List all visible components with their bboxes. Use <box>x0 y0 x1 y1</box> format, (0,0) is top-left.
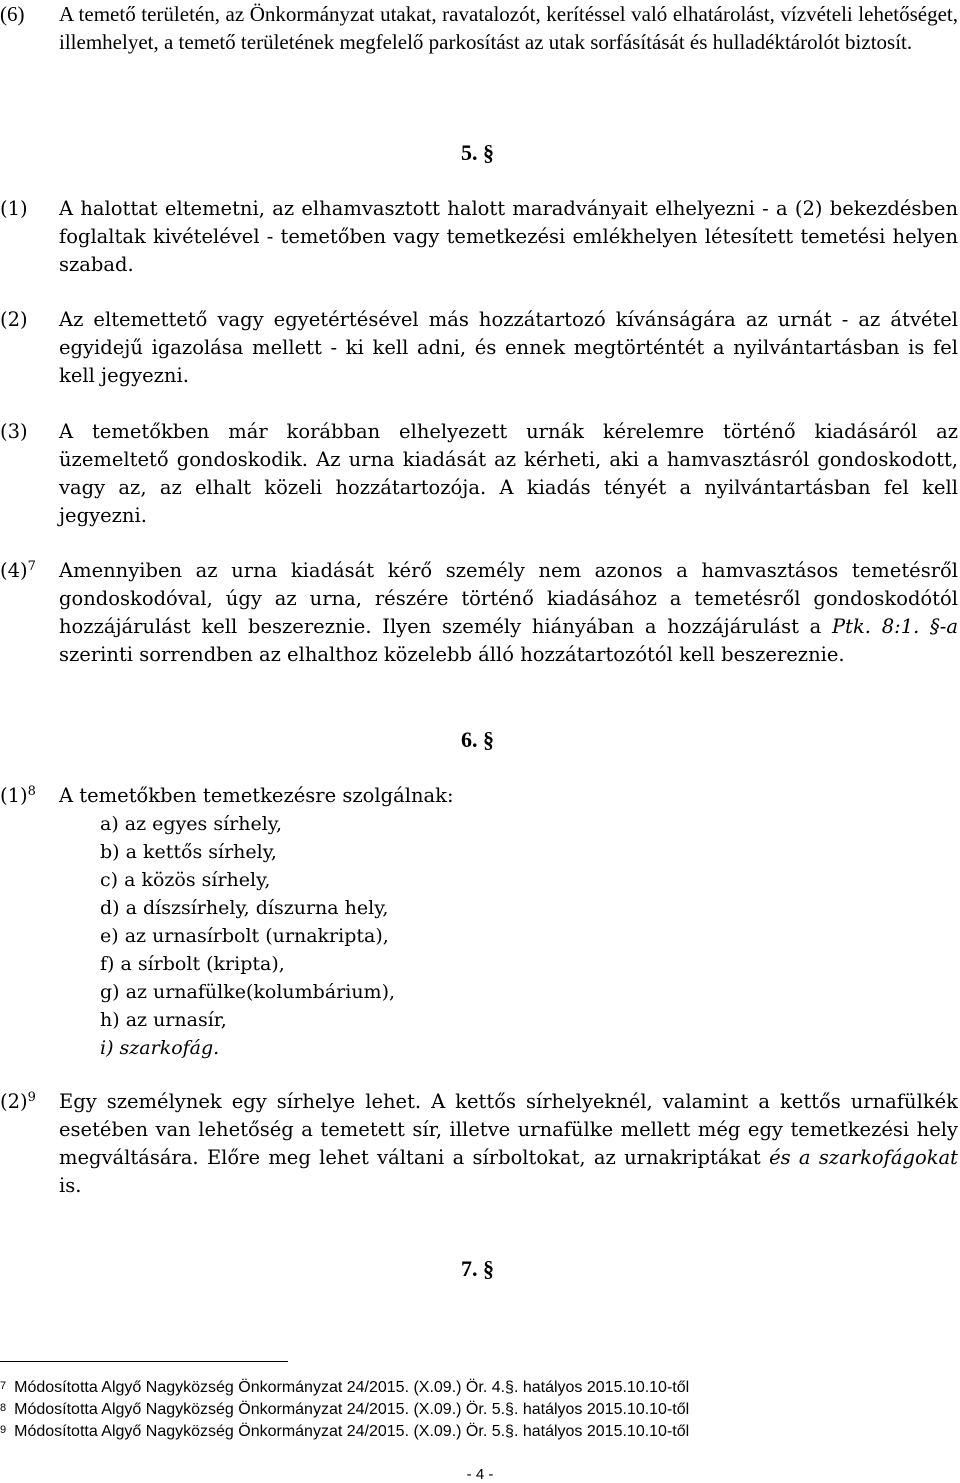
list-item: b) a kettős sírhely, <box>100 841 277 863</box>
list-item: h) az urnasír, <box>100 1009 227 1031</box>
burial-place-list <box>100 810 395 1062</box>
list-item: c) a közös sírhely, <box>100 869 271 891</box>
section-heading-5: 5. § <box>461 140 494 165</box>
list-item: g) az urnafülke(kolumbárium), <box>100 981 396 1003</box>
section-heading-6: 6. § <box>461 727 494 752</box>
list-item: e) az urnasírbolt (urnakripta), <box>100 925 389 947</box>
list-item: a) az egyes sírhely, <box>100 813 283 835</box>
list-item: f) a sírbolt (kripta), <box>100 953 285 975</box>
footnote-separator <box>0 1361 288 1362</box>
footnote-ref: 9 <box>27 1090 36 1105</box>
footnote-ref: 7 <box>27 559 36 574</box>
paragraph-number: $(4)^7$ <box>0 559 36 582</box>
section-6-paragraph-2 <box>0 1088 958 1200</box>
section-heading-7: 7. § <box>461 1256 494 1281</box>
section-5-paragraph-2 <box>0 306 958 390</box>
section-5-paragraph-4 <box>0 557 958 669</box>
footnote: $^8$ Módosította Algyő Nagyközség Önkormányzat 24/2015. (X.09.) Ör. 5.§. hatályos 2015.10.10-től <box>0 1401 690 1418</box>
page-number: - 4 - <box>466 1466 494 1483</box>
list-item: d) a díszsírhely, díszurna hely, <box>100 897 389 919</box>
paragraph-text: Az eltemettető vagy egyetértésével más hozzátartozó kívánságára az urnát - az átvétel egyidejű igazolása mellett - ki kell adni, és ennek megtörténtét a nyilvántartásban is fel kell jegyezni. <box>59 308 958 387</box>
list-item: i) szarkofág. <box>100 1037 220 1059</box>
paragraph-6 <box>0 0 958 56</box>
law-reference: Ptk. 8:1. §-a <box>832 615 958 638</box>
paragraph-number: (2) <box>0 308 28 331</box>
paragraph-text: A temetőkben már korábban elhelyezett urnák kérelemre történő kiadásáról az üzemeltető gondoskodik. Az urna kiadását az kérheti, aki a hamvasztásról gondoskodott, vagy az, az elhalt közeli hozzátartozója. A kiadás tényét a nyilvántartásban fel kell jegyezni. <box>59 420 958 527</box>
paragraph-text: Amennyiben az urna kiadását kérő személy nem azonos a hamvasztásos temetésről gondoskodóval, úgy az urna, részére történő kiadásához a temetésről gondoskodótól hozzájárulást kell beszereznie. Ilyen személy hiányában a hozzájárulást a Ptk. 8:1. §-a szerinti sorrendben az elhalthoz közelebb álló hozzátartozótól kell beszereznie. <box>59 559 958 666</box>
paragraph-number: (6) <box>0 2 25 26</box>
paragraph-number: $(2)^9$ <box>0 1090 36 1113</box>
footnote: $^9$ Módosította Algyő Nagyközség Önkormányzat 24/2015. (X.09.) Ör. 5.§. hatályos 2015.10.10-től <box>0 1423 690 1440</box>
paragraph-text: A halottat eltemetni, az elhamvasztott halott maradványait elhelyezni - a (2) bekezdésben foglaltak kivételével - temetőben vagy temetkezési emlékhelyen létesített temetési helyen szabad. <box>59 197 958 276</box>
paragraph-text: Egy személynek egy sírhelye lehet. A kettős sírhelyeknél, valamint a kettős urnafülkék esetében van lehetőség a temetett sír, illetve urnafülke mellett még egy temetkezési hely megváltására. Előre meg lehet váltani a sírboltokat, az urnakriptákat és a szarkofágokat is. <box>59 1090 958 1197</box>
paragraph-number: (1) <box>0 197 28 220</box>
paragraph-text: A temetőkben temetkezésre szolgálnak: <box>59 784 454 807</box>
paragraph-number: $(1)^8$ <box>0 784 36 807</box>
paragraph-number: (3) <box>0 420 28 443</box>
footnote-ref: 8 <box>27 784 36 799</box>
section-6-paragraph-1 <box>0 782 958 810</box>
paragraph-text: A temető területén, az Önkormányzat utakat, ravatalozót, kerítéssel való elhatárolást, vízvételi lehetőséget, illemhelyet, a temető területének megfelelő parkosítást az utak sorfásítását és hulladéktárolót biztosít. <box>59 2 958 54</box>
section-5-paragraph-1 <box>0 195 958 279</box>
section-5-paragraph-3 <box>0 418 958 530</box>
footnote: $^7$ Módosította Algyő Nagyközség Önkormányzat 24/2015. (X.09.) Ör. 4.§. hatályos 2015.10.10-től <box>0 1379 690 1396</box>
